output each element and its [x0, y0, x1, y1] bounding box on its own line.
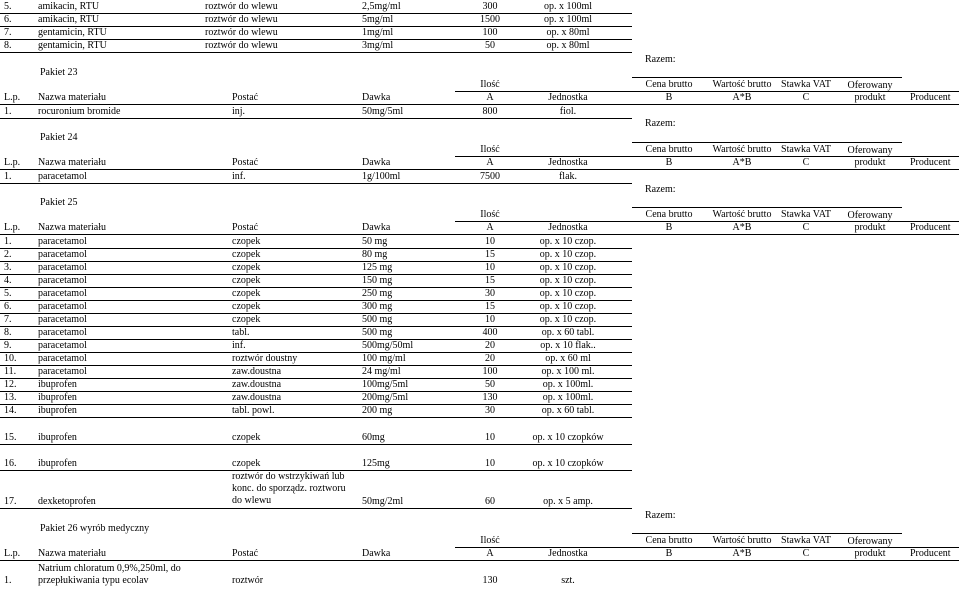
- quantity-cell: 10: [485, 236, 495, 247]
- form-cell: roztwór: [232, 575, 264, 586]
- dose-cell: 5mg/ml: [362, 14, 394, 25]
- dose-cell: 500 mg: [362, 327, 393, 338]
- row-number: 1.: [4, 171, 12, 182]
- form-cell: zaw.doustna: [232, 379, 282, 390]
- header-producer: Producent: [910, 157, 951, 168]
- pakiet-25-title: Pakiet 25: [40, 197, 78, 208]
- dose-cell: 60mg: [362, 432, 385, 443]
- unit-cell: op. x 10 czop.: [539, 275, 597, 286]
- unit-cell: op. x 80ml: [546, 40, 590, 51]
- form-cell: roztwór do wstrzykiwań lub konc. do sporządz. roztworu do wlewu: [232, 471, 346, 506]
- dose-cell: 500 mg: [362, 314, 393, 325]
- header-offered: produkt: [854, 157, 886, 168]
- quantity-cell: 100: [482, 27, 498, 38]
- unit-cell: op. x 10 czopków: [532, 458, 604, 469]
- quantity-cell: 50: [485, 40, 495, 51]
- header-unit: Jednostka: [548, 222, 588, 233]
- row-divider: [0, 118, 632, 119]
- dose-cell: 200 mg: [362, 405, 393, 416]
- quantity-cell: 50: [485, 379, 495, 390]
- dose-cell: 50mg/2ml: [362, 496, 404, 507]
- header-top-line: [632, 142, 902, 143]
- header-price: B: [665, 548, 673, 559]
- form-cell: czopek: [232, 432, 261, 443]
- row-number: 6.: [4, 14, 12, 25]
- header-top-line: [632, 77, 902, 78]
- header-mid-line: [455, 221, 959, 222]
- form-cell: czopek: [232, 288, 261, 299]
- material-name: paracetamol: [38, 353, 87, 364]
- razem-label: Razem:: [645, 510, 676, 521]
- header-qty: A: [486, 548, 494, 559]
- material-name: gentamicin, RTU: [38, 27, 107, 38]
- unit-cell: op. x 10 czop.: [539, 249, 597, 260]
- razem-label: Razem:: [645, 54, 676, 65]
- header-mid-line: [455, 156, 959, 157]
- header-mid-line: [455, 547, 959, 548]
- unit-cell: op. x 10 czop.: [539, 288, 597, 299]
- header-form: Postać: [232, 92, 259, 103]
- row-number: 6.: [4, 301, 12, 312]
- header-price: B: [665, 92, 673, 103]
- form-cell: roztwór doustny: [232, 353, 298, 364]
- header-bottom-line: [0, 560, 959, 561]
- dose-cell: 100mg/5ml: [362, 379, 409, 390]
- row-number: 15.: [4, 432, 17, 443]
- unit-cell: op. x 100ml.: [542, 392, 594, 403]
- header-vat: C: [802, 92, 810, 103]
- header-dose: Dawka: [362, 92, 391, 103]
- header-unit: Jednostka: [548, 92, 588, 103]
- header-value-top: Wartość brutto: [712, 144, 772, 155]
- quantity-cell: 130: [482, 392, 498, 403]
- header-vat: C: [802, 157, 810, 168]
- row-divider: [0, 52, 632, 53]
- form-cell: czopek: [232, 301, 261, 312]
- header-vat: C: [802, 548, 810, 559]
- unit-cell: op. x 60 tabl.: [541, 327, 595, 338]
- material-name: ibuprofen: [38, 392, 77, 403]
- unit-cell: op. x 60 tabl.: [541, 405, 595, 416]
- unit-cell: fiol.: [559, 106, 577, 117]
- material-name: ibuprofen: [38, 405, 77, 416]
- header-vat-top: Stawka VAT: [781, 535, 831, 546]
- row-number: 2.: [4, 249, 12, 260]
- header-qty: A: [486, 222, 494, 233]
- material-name: paracetamol: [38, 340, 87, 351]
- header-dose: Dawka: [362, 548, 391, 559]
- form-cell: tabl. powl.: [232, 405, 275, 416]
- dose-cell: 125mg: [362, 458, 390, 469]
- form-cell: inj.: [232, 106, 246, 117]
- pakiet-24-title: Pakiet 24: [40, 132, 78, 143]
- row-number: 11.: [4, 366, 17, 377]
- dose-cell: 300 mg: [362, 301, 393, 312]
- header-qty-top: Ilość: [480, 209, 500, 220]
- row-number: 1.: [4, 236, 12, 247]
- row-number: 13.: [4, 392, 17, 403]
- quantity-cell: 10: [485, 432, 495, 443]
- row-number: 5.: [4, 1, 12, 12]
- quantity-cell: 30: [485, 405, 495, 416]
- unit-cell: op. x 10 czop.: [539, 262, 597, 273]
- quantity-cell: 130: [482, 575, 498, 586]
- material-name: rocuronium bromide: [38, 106, 121, 117]
- quantity-cell: 10: [485, 458, 495, 469]
- material-name: dexketoprofen: [38, 496, 96, 507]
- header-lp: L.p.: [4, 92, 21, 103]
- header-price: B: [665, 222, 673, 233]
- header-name: Nazwa materiału: [38, 222, 107, 233]
- quantity-cell: 400: [482, 327, 498, 338]
- dose-cell: 50 mg: [362, 236, 388, 247]
- row-number: 12.: [4, 379, 17, 390]
- header-offered-top: Oferowany: [847, 80, 893, 91]
- form-cell: roztwór do wlewu: [205, 40, 278, 51]
- header-bottom-line: [0, 234, 959, 235]
- header-vat-top: Stawka VAT: [781, 209, 831, 220]
- header-offered: produkt: [854, 92, 886, 103]
- quantity-cell: 20: [485, 340, 495, 351]
- form-cell: czopek: [232, 249, 261, 260]
- material-name: paracetamol: [38, 366, 87, 377]
- dose-cell: 500mg/50ml: [362, 340, 414, 351]
- unit-cell: op. x 80ml: [546, 27, 590, 38]
- header-qty: A: [486, 92, 494, 103]
- material-name: paracetamol: [38, 301, 87, 312]
- pakiet-23-title: Pakiet 23: [40, 67, 78, 78]
- material-name: paracetamol: [38, 171, 87, 182]
- quantity-cell: 100: [482, 366, 498, 377]
- quantity-cell: 10: [485, 314, 495, 325]
- dose-cell: 125 mg: [362, 262, 393, 273]
- pakiet-26-title: Pakiet 26 wyrób medyczny: [40, 523, 150, 534]
- row-number: 4.: [4, 275, 12, 286]
- form-cell: roztwór do wlewu: [205, 14, 278, 25]
- header-value-top: Wartość brutto: [712, 535, 772, 546]
- header-offered-top: Oferowany: [847, 145, 893, 156]
- form-cell: czopek: [232, 458, 261, 469]
- quantity-cell: 30: [485, 288, 495, 299]
- material-name: gentamicin, RTU: [38, 40, 107, 51]
- dose-cell: 250 mg: [362, 288, 393, 299]
- dose-cell: 1g/100ml: [362, 171, 401, 182]
- quantity-cell: 15: [485, 249, 495, 260]
- unit-cell: op. x 5 amp.: [543, 496, 593, 507]
- row-divider: [0, 508, 632, 509]
- header-value: A*B: [732, 92, 752, 103]
- row-number: 10.: [4, 353, 17, 364]
- dose-cell: 80 mg: [362, 249, 388, 260]
- material-name: paracetamol: [38, 262, 87, 273]
- row-number: 7.: [4, 27, 12, 38]
- form-cell: roztwór do wlewu: [205, 27, 278, 38]
- material-name: ibuprofen: [38, 432, 77, 443]
- header-producer: Producent: [910, 548, 951, 559]
- unit-cell: op. x 100ml: [543, 14, 593, 25]
- row-number: 3.: [4, 262, 12, 273]
- unit-cell: op. x 60 ml: [545, 353, 591, 364]
- material-name: ibuprofen: [38, 379, 77, 390]
- header-dose: Dawka: [362, 157, 391, 168]
- header-price-top: Cena brutto: [645, 209, 693, 220]
- material-name: paracetamol: [38, 249, 87, 260]
- material-name: ibuprofen: [38, 458, 77, 469]
- quantity-cell: 60: [485, 496, 495, 507]
- quantity-cell: 15: [485, 301, 495, 312]
- header-qty: A: [486, 157, 494, 168]
- form-cell: czopek: [232, 314, 261, 325]
- header-dose: Dawka: [362, 222, 391, 233]
- unit-cell: op. x 10 czop.: [539, 301, 597, 312]
- form-cell: czopek: [232, 236, 261, 247]
- row-number: 8.: [4, 327, 12, 338]
- header-qty-top: Ilość: [480, 535, 500, 546]
- header-unit: Jednostka: [548, 157, 588, 168]
- header-bottom-line: [0, 104, 959, 105]
- header-qty-top: Ilość: [480, 144, 500, 155]
- material-name: amikacin, RTU: [38, 1, 100, 12]
- material-name: paracetamol: [38, 275, 87, 286]
- header-name: Nazwa materiału: [38, 548, 107, 559]
- header-value-top: Wartość brutto: [712, 209, 772, 220]
- unit-cell: op. x 10 czopków: [532, 432, 604, 443]
- unit-cell: op. x 10 flak..: [540, 340, 596, 351]
- material-name: paracetamol: [38, 288, 87, 299]
- header-value: A*B: [732, 222, 752, 233]
- dose-cell: 50mg/5ml: [362, 106, 404, 117]
- header-top-line: [632, 533, 902, 534]
- unit-cell: op. x 100ml.: [542, 379, 594, 390]
- row-number: 8.: [4, 40, 12, 51]
- header-price-top: Cena brutto: [645, 144, 693, 155]
- row-number: 17.: [4, 496, 17, 507]
- header-lp: L.p.: [4, 548, 21, 559]
- dose-cell: 24 mg/ml: [362, 366, 401, 377]
- header-vat-top: Stawka VAT: [781, 79, 831, 90]
- header-producer: Producent: [910, 222, 951, 233]
- material-name: paracetamol: [38, 327, 87, 338]
- header-mid-line: [455, 91, 959, 92]
- header-vat: C: [802, 222, 810, 233]
- header-value: A*B: [732, 548, 752, 559]
- form-cell: czopek: [232, 275, 261, 286]
- row-number: 1.: [4, 106, 12, 117]
- header-price-top: Cena brutto: [645, 535, 693, 546]
- row-number: 5.: [4, 288, 12, 299]
- form-cell: czopek: [232, 262, 261, 273]
- header-price-top: Cena brutto: [645, 79, 693, 90]
- form-cell: zaw.doustna: [232, 366, 282, 377]
- header-top-line: [632, 207, 902, 208]
- material-name: amikacin, RTU: [38, 14, 100, 25]
- row-number: 16.: [4, 458, 17, 469]
- row-divider: [0, 183, 632, 184]
- unit-cell: op. x 100 ml.: [541, 366, 595, 377]
- row-divider: [0, 417, 632, 418]
- quantity-cell: 20: [485, 353, 495, 364]
- header-producer: Producent: [910, 92, 951, 103]
- header-form: Postać: [232, 157, 259, 168]
- razem-label: Razem:: [645, 118, 676, 129]
- header-offered: produkt: [854, 222, 886, 233]
- unit-cell: op. x 10 czop.: [539, 236, 597, 247]
- quantity-cell: 800: [482, 106, 498, 117]
- unit-cell: szt.: [561, 575, 575, 586]
- dose-cell: 150 mg: [362, 275, 393, 286]
- razem-label: Razem:: [645, 184, 676, 195]
- material-name: paracetamol: [38, 314, 87, 325]
- header-value-top: Wartość brutto: [712, 79, 772, 90]
- header-value: A*B: [732, 157, 752, 168]
- header-lp: L.p.: [4, 157, 21, 168]
- quantity-cell: 10: [485, 262, 495, 273]
- header-name: Nazwa materiału: [38, 157, 107, 168]
- dose-cell: 3mg/ml: [362, 40, 394, 51]
- form-cell: inf.: [232, 340, 246, 351]
- header-unit: Jednostka: [548, 548, 588, 559]
- header-qty-top: Ilość: [480, 79, 500, 90]
- row-number: 1.: [4, 575, 12, 586]
- header-vat-top: Stawka VAT: [781, 144, 831, 155]
- form-cell: tabl.: [232, 327, 250, 338]
- dose-cell: 200mg/5ml: [362, 392, 409, 403]
- quantity-cell: 15: [485, 275, 495, 286]
- dose-cell: 1mg/ml: [362, 27, 394, 38]
- header-form: Postać: [232, 222, 259, 233]
- header-form: Postać: [232, 548, 259, 559]
- dose-cell: 100 mg/ml: [362, 353, 406, 364]
- header-price: B: [665, 157, 673, 168]
- quantity-cell: 1500: [480, 14, 500, 25]
- material-name: Natrium chloratum 0,9%,250ml, do przepłukiwania typu ecolav: [38, 563, 181, 586]
- form-cell: inf.: [232, 171, 246, 182]
- material-name: paracetamol: [38, 236, 87, 247]
- header-offered-top: Oferowany: [847, 210, 893, 221]
- unit-cell: op. x 100ml: [543, 1, 593, 12]
- unit-cell: op. x 10 czop.: [539, 314, 597, 325]
- header-name: Nazwa materiału: [38, 92, 107, 103]
- row-number: 14.: [4, 405, 17, 416]
- form-cell: roztwór do wlewu: [205, 1, 278, 12]
- header-offered-top: Oferowany: [847, 536, 893, 547]
- quantity-cell: 7500: [480, 171, 500, 182]
- row-number: 7.: [4, 314, 12, 325]
- header-offered: produkt: [854, 548, 886, 559]
- form-cell: zaw.doustna: [232, 392, 282, 403]
- row-number: 9.: [4, 340, 12, 351]
- unit-cell: flak.: [558, 171, 578, 182]
- dose-cell: 2,5mg/ml: [362, 1, 401, 12]
- quantity-cell: 300: [482, 1, 498, 12]
- row-divider: [0, 444, 632, 445]
- header-bottom-line: [0, 169, 959, 170]
- header-lp: L.p.: [4, 222, 21, 233]
